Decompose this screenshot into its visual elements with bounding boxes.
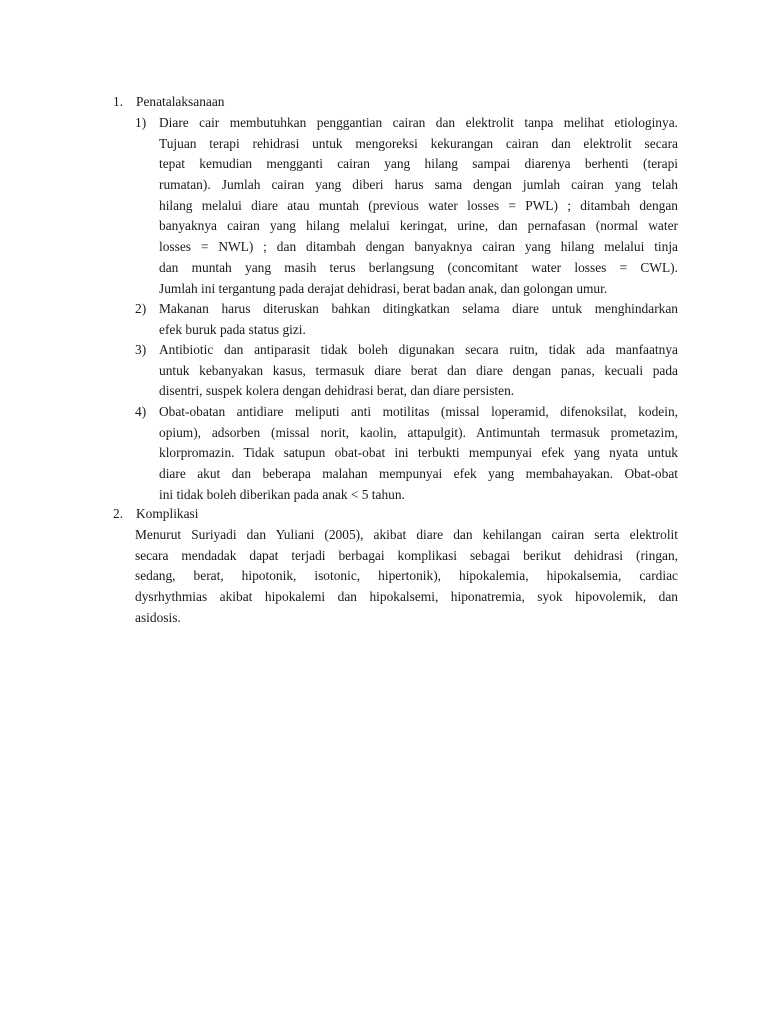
- text-line: untuk kebanyakan kasus, termasuk diare berat dan diare dengan panas, kecuali pada: [159, 362, 678, 378]
- text-line: ini tidak boleh diberikan pada anak < 5 tahun.: [159, 486, 405, 502]
- text-line: secara mendadak dapat terjadi berbagai komplikasi sebagai berikut dehidrasi (ringan,: [135, 547, 678, 563]
- item-number: 1): [135, 115, 147, 130]
- text-line: Jumlah ini tergantung pada derajat dehidrasi, berat badan anak, dan golongan umur.: [159, 280, 608, 296]
- section-heading-komplikasi: [113, 504, 199, 525]
- text-line: disentri, suspek kolera dengan dehidrasi berat, dan diare persisten.: [159, 383, 515, 399]
- text-line: sedang, berat, hipotonik, isotonic, hipertonik), hipokalemia, hipokalsemia, cardiac: [135, 568, 678, 584]
- text-line: asidosis.: [135, 609, 181, 625]
- text-line: Menurut Suriyadi dan Yuliani (2005), akibat diare dan kehilangan cairan serta elektrolit: [135, 527, 678, 542]
- text-line: Diare cair membutuhkan penggantian cairan dan elektrolit tanpa melihat etiologinya.: [159, 115, 678, 130]
- text-line: Tujuan terapi rehidrasi untuk mengoreksi kekurangan cairan dan elektrolit secara: [159, 135, 678, 151]
- text-line: efek buruk pada status gizi.: [159, 321, 306, 337]
- list-item-1: [135, 113, 678, 299]
- list-item-2: [135, 299, 678, 340]
- text-line: Antibiotic dan antiparasit tidak boleh digunakan secara ruitn, tidak ada manfaatnya: [159, 342, 678, 357]
- text-line: rumatan). Jumlah cairan yang diberi harus sama dengan jumlah cairan yang telah: [159, 177, 678, 193]
- section-title: Penatalaksanaan: [136, 94, 225, 109]
- item-number: 2): [135, 301, 147, 316]
- text-line: tepat kemudian mengganti cairan yang hilang sampai diarenya berhenti (terapi: [159, 156, 678, 172]
- text-line: diare akut dan beberapa malahan mempunyai efek yang membahayakan. Obat-obat: [159, 466, 678, 482]
- section-heading-penatalaksanaan: [113, 92, 224, 113]
- text-line: hilang melalui diare atau muntah (previous water losses = PWL) ; ditambah dengan: [159, 197, 678, 213]
- section-number: 2.: [113, 506, 124, 521]
- text-line: dan muntah yang masih terus berlangsung (concomitant water losses = CWL).: [159, 259, 678, 275]
- section-title: Komplikasi: [136, 506, 199, 521]
- item-number: 3): [135, 342, 147, 357]
- list-item-3: [135, 340, 678, 402]
- text-line: Makanan harus diteruskan bahkan ditingkatkan selama diare untuk menghindarkan: [159, 301, 678, 316]
- list-item-4: [135, 402, 678, 505]
- item-number: 4): [135, 404, 147, 419]
- text-line: dysrhythmias akibat hipokalemi dan hipokalsemi, hiponatremia, syok hipovolemik, dan: [135, 589, 678, 605]
- text-line: losses = NWL) ; dan ditambah dengan banyaknya cairan yang hilang melalui tinja: [159, 239, 678, 255]
- text-line: opium), adsorben (missal norit, kaolin, attapulgit). Antimuntah termasuk prometazim,: [159, 424, 678, 440]
- section-number: 1.: [113, 94, 124, 109]
- text-line: banyaknya cairan yang hilang melalui keringat, urine, dan pernafasan (normal water: [159, 218, 678, 234]
- text-line: klorpromazin. Tidak satupun obat-obat ini terbukti mempunyai efek yang nyata untuk: [159, 445, 678, 461]
- komplikasi-paragraph: [135, 525, 678, 628]
- text-line: Obat-obatan antidiare meliputi anti motilitas (missal loperamid, difenoksilat, kodein,: [159, 404, 678, 419]
